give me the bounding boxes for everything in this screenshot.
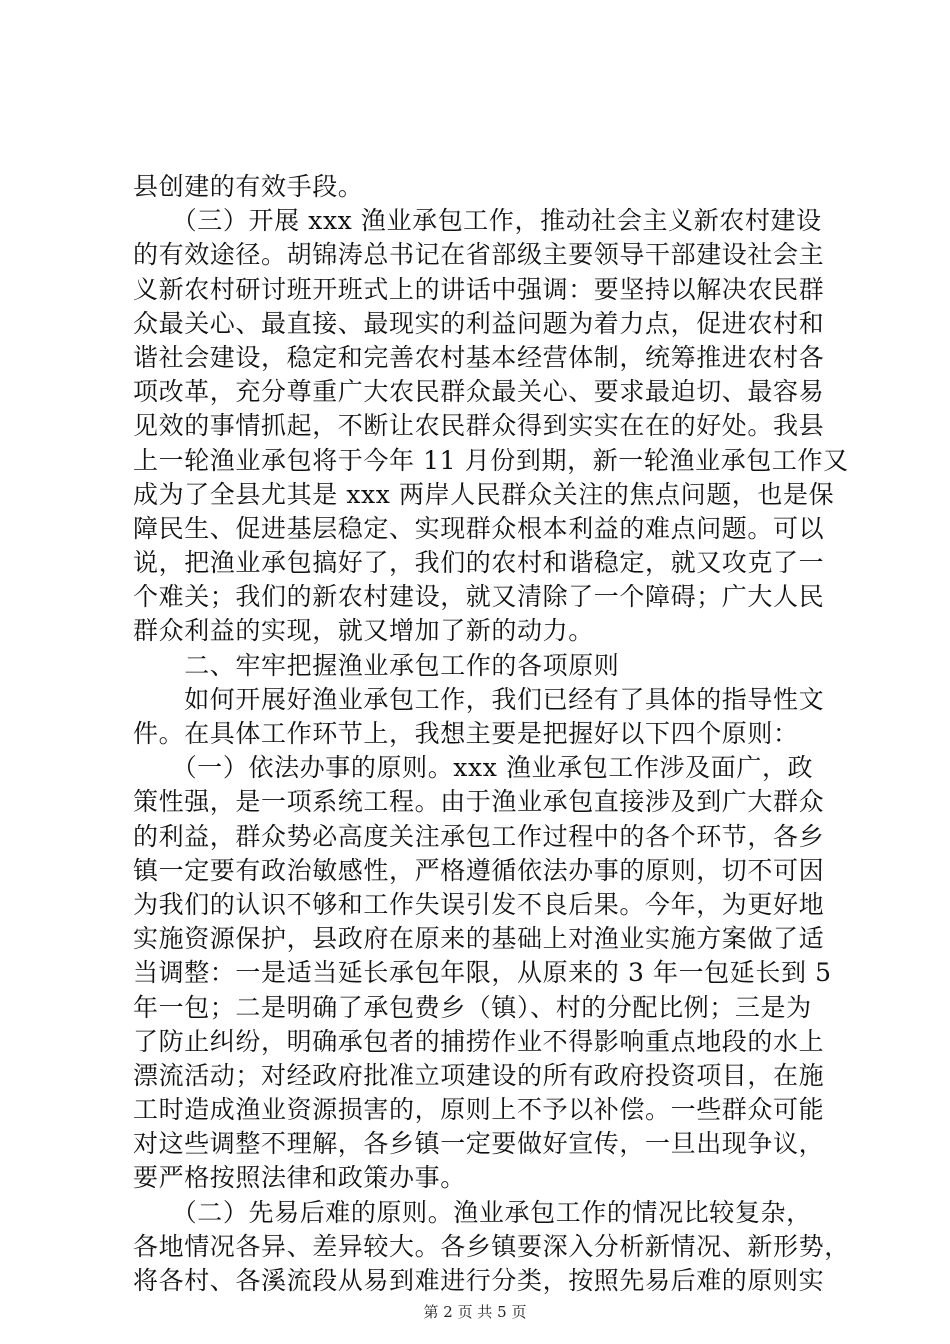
text-line: 障民生、促进基层稳定、实现群众根本利益的难点问题。可以 (133, 513, 825, 543)
text-line: 群众利益的实现，就又增加了新的动力。 (133, 616, 594, 646)
text-line: 上一轮渔业承包将于今年 11 月份到期，新一轮渔业承包工作又 (133, 445, 849, 475)
text-line: 镇一定要有政治敏感性，严格遵循依法办事的原则，切不可因 (133, 855, 825, 885)
text-line: （一）依法办事的原则。xxx 渔业承包工作涉及面广，政 (133, 753, 814, 783)
text-line: 县创建的有效手段。 (133, 172, 364, 201)
text-line: 的利益，群众势必高度关注承包工作过程中的各个环节，各乡 (133, 821, 825, 851)
text-line: 要严格按照法律和政策办事。 (133, 1163, 466, 1193)
text-line: 说，把渔业承包搞好了，我们的农村和谐稳定，就又攻克了一 (133, 548, 825, 578)
text-line: 谐社会建设，稳定和完善农村基本经营体制，统筹推进农村各 (133, 342, 825, 372)
text-line: 个难关；我们的新农村建设，就又清除了一个障碍；广大人民 (133, 582, 825, 612)
text-line: 项改革，充分尊重广大农民群众最关心、要求最迫切、最容易 (133, 377, 825, 407)
text-line: 将各村、各溪流段从易到难进行分类，按照先易后难的原则实 (133, 1266, 825, 1295)
text-line: 为我们的认识不够和工作失误引发不良后果。今年，为更好地 (133, 889, 825, 919)
text-line: 见效的事情抓起，不断让农民群众得到实实在在的好处。我县 (133, 411, 825, 441)
text-line: （三）开展 xxx 渔业承包工作，推动社会主义新农村建设 (133, 206, 822, 236)
text-line: 的有效途径。胡锦涛总书记在省部级主要领导干部建设社会主 (133, 240, 825, 270)
text-line: 年一包；二是明确了承包费乡（镇）、村的分配比例；三是为 (133, 992, 812, 1022)
text-line: 各地情况各异、差异较大。各乡镇要深入分析新情况、新形势， (133, 1231, 850, 1261)
text-line: 对这些调整不理解，各乡镇一定要做好宣传，一旦出现争议， (133, 1129, 825, 1159)
text-line: 件。在具体工作环节上，我想主要是把握好以下四个原则： (133, 719, 799, 748)
text-line: 实施资源保护，县政府在原来的基础上对渔业实施方案做了适 (133, 924, 825, 954)
text-line: 众最关心、最直接、最现实的利益问题为着力点，促进农村和 (133, 308, 825, 338)
section-heading: 二、牢牢把握渔业承包工作的各项原则 (133, 650, 620, 680)
document-body (133, 170, 850, 1298)
text-line: 成为了全县尤其是 xxx 两岸人民群众关注的焦点问题，也是保 (133, 479, 835, 509)
text-line: 工时造成渔业资源损害的，原则上不予以补偿。一些群众可能 (133, 1095, 825, 1125)
text-line: 义新农村研讨班开班式上的讲话中强调：要坚持以解决农民群 (133, 274, 825, 304)
text-line: （二）先易后难的原则。渔业承包工作的情况比较复杂， (133, 1197, 812, 1227)
text-line: 当调整：一是适当延长承包年限，从原来的 3 年一包延长到 5 (133, 958, 832, 988)
page-footer (0, 1302, 950, 1322)
page-number-label: 第 2 页 共 5 页 (423, 1303, 527, 1321)
text-line: 策性强，是一项系统工程。由于渔业承包直接涉及到广大群众 (133, 787, 825, 817)
text-line: 如何开展好渔业承包工作，我们已经有了具体的指导性文 (133, 684, 825, 714)
text-line: 了防止纠纷，明确承包者的捕捞作业不得影响重点地段的水上 (133, 1026, 825, 1056)
text-line: 漂流活动；对经政府批准立项建设的所有政府投资项目，在施 (133, 1060, 825, 1090)
